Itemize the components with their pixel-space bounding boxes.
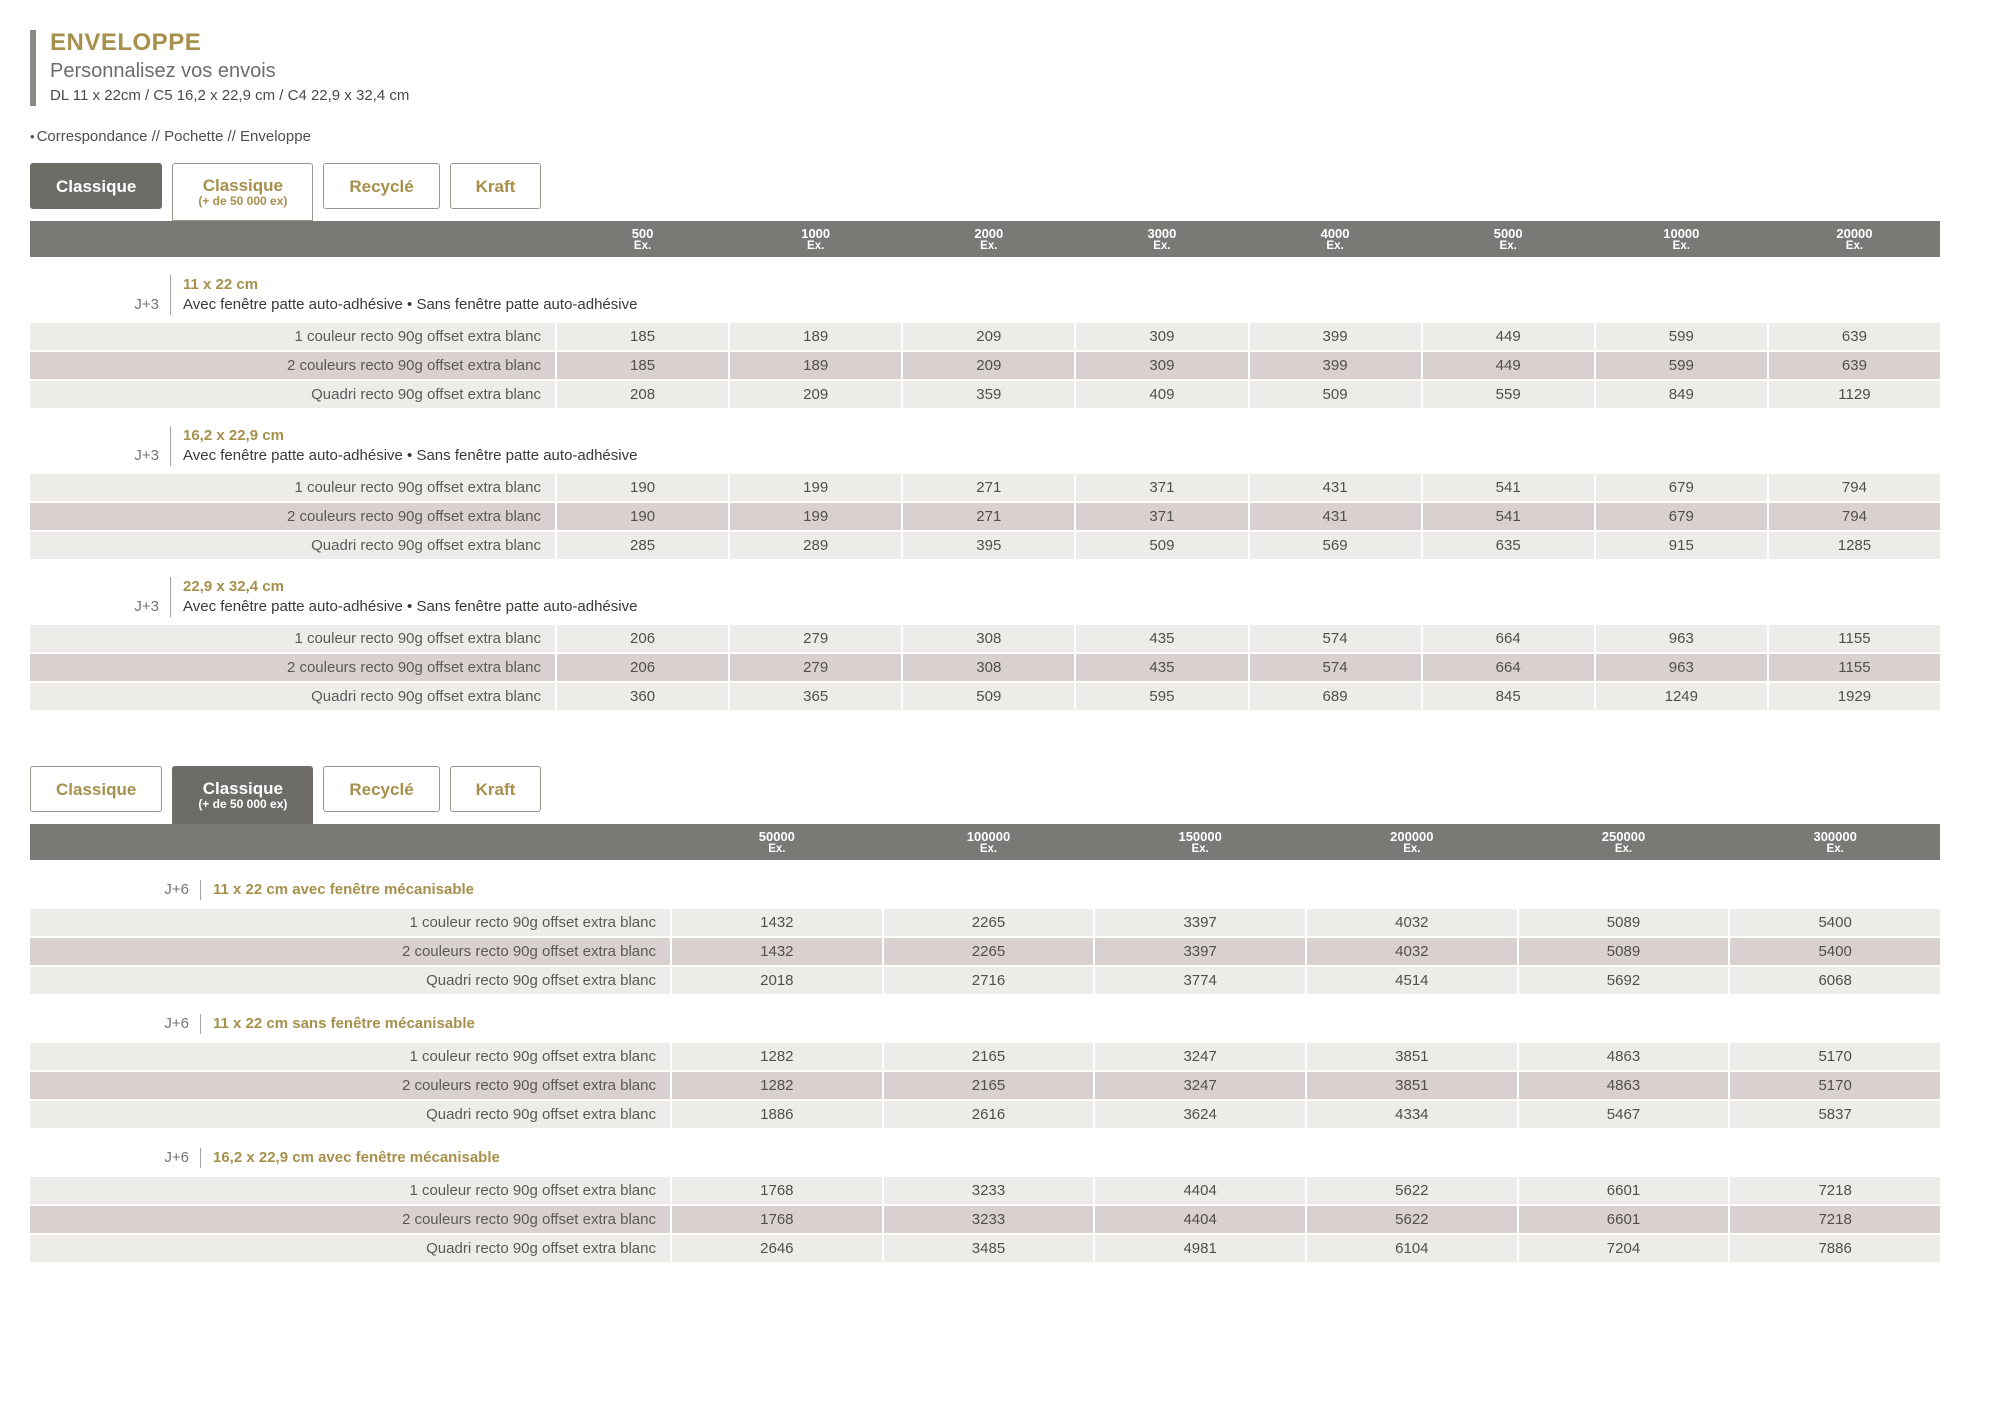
price-row bbox=[30, 503, 1940, 530]
row-label: 1 couleur recto 90g offset extra blanc bbox=[30, 1043, 670, 1070]
price-cell: 664 bbox=[1423, 625, 1594, 652]
price-cell: 3397 bbox=[1095, 938, 1305, 965]
price-cell: 1129 bbox=[1769, 381, 1940, 408]
format-description: Avec fenêtre patte auto-adhésive • Sans fenêtre patte auto-adhésive bbox=[183, 598, 638, 615]
price-row bbox=[30, 1206, 1940, 1233]
price-cell: 2616 bbox=[884, 1101, 1094, 1128]
qty-value: 250000 bbox=[1601, 828, 1646, 844]
price-cell: 309 bbox=[1076, 352, 1247, 379]
price-cell: 1886 bbox=[672, 1101, 882, 1128]
price-cell: 509 bbox=[1250, 381, 1421, 408]
format-description: Avec fenêtre patte auto-adhésive • Sans fenêtre patte auto-adhésive bbox=[183, 296, 638, 313]
price-row bbox=[30, 532, 1940, 559]
row-label: 2 couleurs recto 90g offset extra blanc bbox=[30, 1072, 670, 1099]
price-cell: 794 bbox=[1769, 503, 1940, 530]
price-cell: 371 bbox=[1076, 474, 1247, 501]
qty-value: 200000 bbox=[1390, 828, 1434, 844]
price-cell: 5170 bbox=[1730, 1072, 1940, 1099]
format-size: 16,2 x 22,9 cm bbox=[183, 427, 284, 444]
qty-header bbox=[1769, 226, 1940, 253]
price-cell: 409 bbox=[1076, 381, 1247, 408]
price-cell: 209 bbox=[903, 352, 1074, 379]
qty-header bbox=[884, 829, 1094, 856]
price-cell: 4981 bbox=[1095, 1235, 1305, 1262]
qty-value: 20000 bbox=[1836, 225, 1873, 241]
price-cell: 7886 bbox=[1730, 1235, 1940, 1262]
qty-unit: Ex. bbox=[1499, 239, 1517, 252]
price-cell: 365 bbox=[730, 683, 901, 710]
section-header-content bbox=[170, 275, 637, 315]
row-label: Quadri recto 90g offset extra blanc bbox=[30, 532, 555, 559]
price-cell: 1155 bbox=[1769, 625, 1940, 652]
row-label: 2 couleurs recto 90g offset extra blanc bbox=[30, 938, 670, 965]
price-row bbox=[30, 1101, 1940, 1128]
price-cell: 435 bbox=[1076, 654, 1247, 681]
qty-header bbox=[1596, 226, 1767, 253]
price-cell: 309 bbox=[1076, 323, 1247, 350]
tab-classique[interactable] bbox=[30, 163, 162, 209]
tab-classique-plus-50000[interactable] bbox=[172, 163, 313, 221]
row-label: Quadri recto 90g offset extra blanc bbox=[30, 1235, 670, 1262]
tab-group-1 bbox=[30, 163, 1940, 221]
qty-value: 300000 bbox=[1813, 828, 1857, 844]
qty-unit: Ex. bbox=[1326, 239, 1344, 252]
price-cell: 2018 bbox=[672, 967, 882, 994]
price-row bbox=[30, 967, 1940, 994]
price-cell: 509 bbox=[1076, 532, 1247, 559]
price-cell: 5622 bbox=[1307, 1177, 1517, 1204]
price-cell: 4863 bbox=[1519, 1072, 1729, 1099]
price-cell: 279 bbox=[730, 625, 901, 652]
price-cell: 1768 bbox=[672, 1177, 882, 1204]
price-row bbox=[30, 474, 1940, 501]
price-cell: 7204 bbox=[1519, 1235, 1729, 1262]
price-cell: 689 bbox=[1250, 683, 1421, 710]
price-cell: 3397 bbox=[1095, 909, 1305, 936]
price-cell: 4404 bbox=[1095, 1206, 1305, 1233]
delivery-delay: J+3 bbox=[134, 296, 159, 313]
tab-label: Classique bbox=[202, 176, 283, 195]
tab-kraft[interactable] bbox=[450, 766, 542, 812]
qty-unit: Ex. bbox=[1672, 239, 1690, 252]
price-cell: 3233 bbox=[884, 1206, 1094, 1233]
format-section bbox=[30, 275, 1940, 408]
price-cell: 308 bbox=[903, 654, 1074, 681]
qty-header-spacer bbox=[30, 842, 670, 843]
price-cell: 509 bbox=[903, 683, 1074, 710]
price-cell: 1929 bbox=[1769, 683, 1940, 710]
price-cell: 915 bbox=[1596, 532, 1767, 559]
row-label: Quadri recto 90g offset extra blanc bbox=[30, 967, 670, 994]
qty-value: 150000 bbox=[1178, 828, 1222, 844]
row-label: 2 couleurs recto 90g offset extra blanc bbox=[30, 503, 555, 530]
format-section bbox=[30, 426, 1940, 559]
price-cell: 639 bbox=[1769, 352, 1940, 379]
section-header bbox=[30, 1014, 1940, 1034]
row-label: 1 couleur recto 90g offset extra blanc bbox=[30, 474, 555, 501]
price-cell: 849 bbox=[1596, 381, 1767, 408]
format-size: 22,9 x 32,4 cm bbox=[183, 578, 284, 595]
quantity-header-bar bbox=[30, 824, 1940, 860]
price-cell: 845 bbox=[1423, 683, 1594, 710]
qty-unit: Ex. bbox=[1191, 842, 1209, 855]
price-cell: 359 bbox=[903, 381, 1074, 408]
price-cell: 963 bbox=[1596, 625, 1767, 652]
breadcrumb-bullet-icon: • bbox=[30, 129, 35, 144]
delivery-delay: J+6 bbox=[164, 1015, 189, 1032]
tab-label: Recyclé bbox=[349, 779, 414, 799]
price-cell: 679 bbox=[1596, 474, 1767, 501]
format-size: 16,2 x 22,9 cm avec fenêtre mécanisable bbox=[213, 1149, 500, 1166]
section-header-content bbox=[200, 880, 474, 900]
price-cell: 6601 bbox=[1519, 1206, 1729, 1233]
price-cell: 185 bbox=[557, 352, 728, 379]
price-cell: 3851 bbox=[1307, 1072, 1517, 1099]
price-cell: 1285 bbox=[1769, 532, 1940, 559]
price-cell: 1249 bbox=[1596, 683, 1767, 710]
price-cell: 3774 bbox=[1095, 967, 1305, 994]
price-cell: 5622 bbox=[1307, 1206, 1517, 1233]
qty-value: 500 bbox=[631, 225, 654, 241]
price-cell: 963 bbox=[1596, 654, 1767, 681]
price-cell: 5400 bbox=[1730, 909, 1940, 936]
delivery-delay: J+3 bbox=[134, 447, 159, 464]
row-label: Quadri recto 90g offset extra blanc bbox=[30, 683, 555, 710]
price-cell: 271 bbox=[903, 503, 1074, 530]
price-cell: 2165 bbox=[884, 1043, 1094, 1070]
qty-value: 4000 bbox=[1320, 225, 1350, 241]
price-cell: 4032 bbox=[1307, 909, 1517, 936]
price-cell: 4863 bbox=[1519, 1043, 1729, 1070]
price-cell: 189 bbox=[730, 323, 901, 350]
row-label: 2 couleurs recto 90g offset extra blanc bbox=[30, 352, 555, 379]
price-cell: 3247 bbox=[1095, 1043, 1305, 1070]
price-cell: 6104 bbox=[1307, 1235, 1517, 1262]
price-cell: 5837 bbox=[1730, 1101, 1940, 1128]
price-cell: 271 bbox=[903, 474, 1074, 501]
tab-recycle[interactable] bbox=[323, 766, 439, 812]
price-row bbox=[30, 683, 1940, 710]
qty-unit: Ex. bbox=[1614, 842, 1633, 855]
qty-header bbox=[672, 829, 882, 856]
section-header bbox=[30, 426, 1940, 466]
format-description: Avec fenêtre patte auto-adhésive • Sans fenêtre patte auto-adhésive bbox=[183, 447, 638, 464]
price-cell: 3247 bbox=[1095, 1072, 1305, 1099]
qty-header bbox=[557, 226, 728, 253]
price-cell: 639 bbox=[1769, 323, 1940, 350]
price-cell: 2716 bbox=[884, 967, 1094, 994]
qty-value: 3000 bbox=[1147, 225, 1177, 241]
price-row bbox=[30, 1072, 1940, 1099]
tab-classique-plus-50000[interactable] bbox=[172, 766, 313, 824]
price-cell: 2265 bbox=[884, 938, 1094, 965]
tab-sublabel: (+ de 50 000 ex) bbox=[198, 797, 288, 811]
delivery-delay: J+6 bbox=[164, 881, 189, 898]
price-cell: 1282 bbox=[672, 1072, 882, 1099]
page-formats: DL 11 x 22cm / C5 16,2 x 22,9 cm / C4 22,9 x 32,4 cm bbox=[50, 87, 410, 104]
qty-header bbox=[1519, 829, 1729, 856]
price-cell: 2165 bbox=[884, 1072, 1094, 1099]
price-cell: 360 bbox=[557, 683, 728, 710]
qty-unit: Ex. bbox=[980, 239, 998, 252]
price-cell: 4334 bbox=[1307, 1101, 1517, 1128]
price-cell: 541 bbox=[1423, 474, 1594, 501]
price-cell: 371 bbox=[1076, 503, 1247, 530]
qty-header bbox=[1307, 829, 1517, 856]
price-cell: 1155 bbox=[1769, 654, 1940, 681]
qty-unit: Ex. bbox=[768, 842, 786, 855]
qty-unit: Ex. bbox=[1845, 239, 1864, 252]
price-cell: 7218 bbox=[1730, 1206, 1940, 1233]
section-header bbox=[30, 577, 1940, 617]
price-cell: 449 bbox=[1423, 352, 1594, 379]
row-label: 2 couleurs recto 90g offset extra blanc bbox=[30, 654, 555, 681]
price-cell: 449 bbox=[1423, 323, 1594, 350]
qty-value: 2000 bbox=[974, 225, 1004, 241]
price-cell: 599 bbox=[1596, 352, 1767, 379]
delivery-delay: J+3 bbox=[134, 598, 159, 615]
price-table-2 bbox=[30, 824, 1940, 1262]
row-label: Quadri recto 90g offset extra blanc bbox=[30, 1101, 670, 1128]
breadcrumb-text: Correspondance // Pochette // Enveloppe bbox=[36, 128, 311, 145]
qty-header bbox=[1730, 829, 1940, 856]
price-cell: 559 bbox=[1423, 381, 1594, 408]
price-cell: 1282 bbox=[672, 1043, 882, 1070]
qty-value: 5000 bbox=[1493, 225, 1523, 241]
delivery-delay: J+6 bbox=[164, 1149, 189, 1166]
tab-label: Recyclé bbox=[349, 176, 414, 196]
price-cell: 5692 bbox=[1519, 967, 1729, 994]
format-section bbox=[30, 577, 1940, 710]
qty-unit: Ex. bbox=[1826, 842, 1844, 855]
row-label: Quadri recto 90g offset extra blanc bbox=[30, 381, 555, 408]
price-cell: 190 bbox=[557, 474, 728, 501]
price-cell: 185 bbox=[557, 323, 728, 350]
price-row bbox=[30, 1043, 1940, 1070]
price-cell: 190 bbox=[557, 503, 728, 530]
tab-label: Classique bbox=[56, 176, 137, 196]
row-label: 2 couleurs recto 90g offset extra blanc bbox=[30, 1206, 670, 1233]
price-cell: 189 bbox=[730, 352, 901, 379]
qty-header-spacer bbox=[30, 239, 555, 240]
price-cell: 574 bbox=[1250, 625, 1421, 652]
price-cell: 5089 bbox=[1519, 909, 1729, 936]
price-cell: 431 bbox=[1250, 503, 1421, 530]
price-cell: 206 bbox=[557, 654, 728, 681]
section-header bbox=[30, 275, 1940, 315]
tab-kraft[interactable] bbox=[450, 163, 542, 209]
qty-unit: Ex. bbox=[1153, 239, 1171, 252]
tab-label: Kraft bbox=[475, 779, 516, 799]
price-cell: 435 bbox=[1076, 625, 1247, 652]
price-cell: 1432 bbox=[672, 909, 882, 936]
section-header bbox=[30, 1148, 1940, 1168]
tab-classique[interactable] bbox=[30, 766, 162, 812]
qty-value: 50000 bbox=[758, 828, 795, 844]
price-cell: 569 bbox=[1250, 532, 1421, 559]
price-cell: 3851 bbox=[1307, 1043, 1517, 1070]
tab-label: Classique bbox=[202, 779, 283, 798]
price-cell: 664 bbox=[1423, 654, 1594, 681]
price-cell: 635 bbox=[1423, 532, 1594, 559]
price-row bbox=[30, 938, 1940, 965]
price-cell: 5400 bbox=[1730, 938, 1940, 965]
page-subtitle: Personnalisez vos envois bbox=[50, 60, 276, 82]
price-cell: 3624 bbox=[1095, 1101, 1305, 1128]
qty-header bbox=[1076, 226, 1247, 253]
qty-unit: Ex. bbox=[1403, 842, 1421, 855]
qty-header bbox=[1423, 226, 1594, 253]
price-row bbox=[30, 1177, 1940, 1204]
format-size: 11 x 22 cm sans fenêtre mécanisable bbox=[213, 1015, 475, 1032]
price-cell: 208 bbox=[557, 381, 728, 408]
price-cell: 399 bbox=[1250, 352, 1421, 379]
price-cell: 1432 bbox=[672, 938, 882, 965]
price-cell: 209 bbox=[730, 381, 901, 408]
price-cell: 5467 bbox=[1519, 1101, 1729, 1128]
price-cell: 1768 bbox=[672, 1206, 882, 1233]
price-row bbox=[30, 909, 1940, 936]
qty-unit: Ex. bbox=[633, 239, 652, 252]
section-header-content bbox=[170, 426, 637, 466]
price-cell: 431 bbox=[1250, 474, 1421, 501]
price-cell: 308 bbox=[903, 625, 1074, 652]
price-cell: 595 bbox=[1076, 683, 1247, 710]
price-cell: 2265 bbox=[884, 909, 1094, 936]
price-row bbox=[30, 352, 1940, 379]
price-cell: 199 bbox=[730, 474, 901, 501]
price-cell: 794 bbox=[1769, 474, 1940, 501]
price-cell: 4404 bbox=[1095, 1177, 1305, 1204]
format-section bbox=[30, 1014, 1940, 1128]
format-section bbox=[30, 1148, 1940, 1262]
row-label: 1 couleur recto 90g offset extra blanc bbox=[30, 909, 670, 936]
section-header bbox=[30, 880, 1940, 900]
price-cell: 4514 bbox=[1307, 967, 1517, 994]
price-cell: 289 bbox=[730, 532, 901, 559]
tab-sublabel: (+ de 50 000 ex) bbox=[198, 194, 288, 208]
price-cell: 279 bbox=[730, 654, 901, 681]
price-cell: 285 bbox=[557, 532, 728, 559]
row-label: 1 couleur recto 90g offset extra blanc bbox=[30, 1177, 670, 1204]
qty-value: 1000 bbox=[801, 225, 831, 241]
price-cell: 2646 bbox=[672, 1235, 882, 1262]
qty-unit: Ex. bbox=[979, 842, 998, 855]
qty-header bbox=[903, 226, 1074, 253]
price-row bbox=[30, 1235, 1940, 1262]
price-row bbox=[30, 381, 1940, 408]
tab-label: Kraft bbox=[475, 176, 516, 196]
price-cell: 599 bbox=[1596, 323, 1767, 350]
price-cell: 6068 bbox=[1730, 967, 1940, 994]
title-block bbox=[30, 30, 1940, 106]
qty-header bbox=[1250, 226, 1421, 253]
price-cell: 395 bbox=[903, 532, 1074, 559]
price-cell: 3485 bbox=[884, 1235, 1094, 1262]
price-cell: 4032 bbox=[1307, 938, 1517, 965]
qty-value: 100000 bbox=[966, 828, 1011, 844]
tab-label: Classique bbox=[56, 779, 137, 799]
tab-recycle[interactable] bbox=[323, 163, 439, 209]
price-cell: 199 bbox=[730, 503, 901, 530]
row-label: 1 couleur recto 90g offset extra blanc bbox=[30, 625, 555, 652]
price-row bbox=[30, 323, 1940, 350]
row-label: 1 couleur recto 90g offset extra blanc bbox=[30, 323, 555, 350]
price-cell: 541 bbox=[1423, 503, 1594, 530]
price-cell: 206 bbox=[557, 625, 728, 652]
section-header-content bbox=[200, 1148, 500, 1168]
price-row bbox=[30, 654, 1940, 681]
tab-group-2 bbox=[30, 766, 1940, 824]
format-size: 11 x 22 cm bbox=[183, 276, 259, 293]
qty-value: 10000 bbox=[1663, 225, 1700, 241]
price-cell: 7218 bbox=[1730, 1177, 1940, 1204]
price-cell: 574 bbox=[1250, 654, 1421, 681]
price-cell: 5089 bbox=[1519, 938, 1729, 965]
price-row bbox=[30, 625, 1940, 652]
price-cell: 209 bbox=[903, 323, 1074, 350]
qty-unit: Ex. bbox=[807, 239, 825, 252]
breadcrumb bbox=[30, 128, 1940, 145]
qty-header bbox=[730, 226, 901, 253]
price-cell: 6601 bbox=[1519, 1177, 1729, 1204]
qty-header bbox=[1095, 829, 1305, 856]
format-size: 11 x 22 cm avec fenêtre mécanisable bbox=[213, 881, 475, 898]
page-title: ENVELOPPE bbox=[50, 29, 202, 56]
price-cell: 399 bbox=[1250, 323, 1421, 350]
format-section bbox=[30, 880, 1940, 994]
section-header-content bbox=[200, 1014, 475, 1034]
section-header-content bbox=[170, 577, 637, 617]
price-table-1 bbox=[30, 221, 1940, 710]
quantity-header-bar bbox=[30, 221, 1940, 257]
price-cell: 3233 bbox=[884, 1177, 1094, 1204]
price-cell: 679 bbox=[1596, 503, 1767, 530]
price-cell: 5170 bbox=[1730, 1043, 1940, 1070]
